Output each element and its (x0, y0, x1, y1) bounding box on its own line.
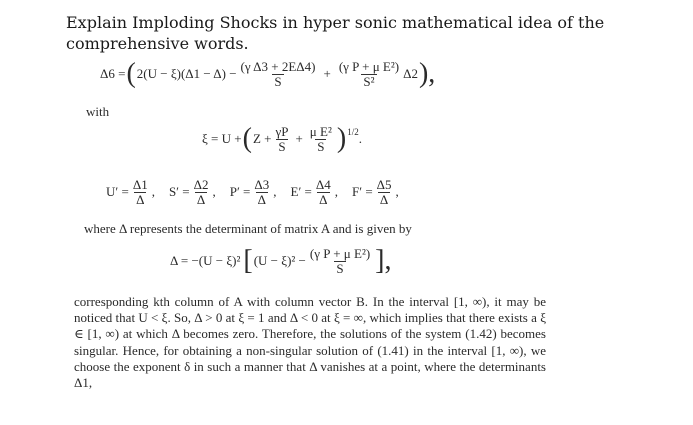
xi-fraction-1 (273, 125, 290, 154)
def-lhs: U′ = (106, 184, 129, 199)
def-fraction (192, 178, 211, 207)
def-item: F′ = $\frac{\Delta 5}{\Delta}$ , (352, 176, 399, 207)
question-title: Explain Imploding Shocks in hyper sonic mathematical idea of the comprehensive words. (66, 13, 605, 53)
xi-frac2-num: μ E² (309, 123, 332, 139)
eq6-trail: Δ2 (403, 66, 418, 81)
def-lhs: E′ = (290, 184, 312, 199)
def-num: Δ4 (315, 176, 331, 192)
def-lhs: F′ = (352, 184, 373, 199)
paren-open: ( (242, 123, 252, 154)
eq6-end: ), (418, 58, 436, 89)
def-fraction (314, 178, 333, 207)
def-num: Δ3 (254, 176, 270, 192)
delta-fraction (308, 247, 372, 276)
bracket-open: [ (243, 245, 253, 276)
def-den: Δ (136, 191, 145, 207)
def-fraction (375, 178, 394, 207)
equation-delta (170, 240, 393, 282)
delta-inner: (U − ξ)² − (253, 253, 306, 268)
xi-frac1-den: S (278, 138, 286, 154)
eq6-lhs: Δ6 = (100, 66, 126, 81)
paren-close: ) (336, 123, 347, 154)
eq6-fraction-1 (239, 60, 318, 89)
xi-lhs: ξ = U + (202, 131, 242, 146)
eq6-plus: + (323, 66, 331, 81)
def-num: Δ1 (132, 176, 148, 192)
def-item: U′ = $\frac{\Delta 1}{\Delta}$ , (106, 176, 155, 207)
def-lhs: S′ = (168, 184, 190, 199)
xi-frac2-den: S (317, 138, 325, 154)
xi-inner: Z + (252, 131, 272, 146)
body-paragraph (74, 294, 546, 391)
def-den: Δ (196, 191, 206, 207)
eq6-term1: 2(U − ξ)(Δ1 − Δ) − (136, 66, 237, 81)
def-num: Δ5 (376, 176, 392, 192)
equation-xi (202, 118, 362, 160)
with-label: with (86, 104, 110, 119)
def-den: Δ (319, 191, 328, 207)
where-text: where Δ represents the determinant of matrix A and is given by (84, 221, 412, 236)
def-num: Δ2 (193, 176, 209, 192)
eq6-frac1-den: S (274, 73, 282, 89)
equation-delta6 (100, 54, 436, 94)
delta-lhs: Δ = −(U − ξ)² (170, 253, 241, 268)
def-item: P′ = $\frac{\Delta 3}{\Delta}$ , (229, 176, 277, 207)
def-den: Δ (379, 191, 389, 207)
xi-frac1-num: γP (275, 123, 289, 139)
def-item: S′ = $\frac{\Delta 2}{\Delta}$ , (168, 176, 216, 207)
def-fraction (131, 178, 150, 207)
paragraph-text: corresponding kth column of A with column vector B. In the interval [1, ∞), it may be noticed that U < ξ. So, Δ > 0 at ξ = 1 and Δ < 0 at ξ = ∞, which implies that there exists a ξ ∈ [1, ∞) at which Δ becomes zero. Therefore, the solutions of the system (1.42) becomes singular. Hence, for obtaining a non-singular solution of (1.41) in the interval [1, ∞), we choose the exponent δ in such a manner that Δ vanishes at a point, where the determinants Δ1, (74, 294, 546, 391)
eq6-frac2-num: (γ P + μ E²) (338, 58, 400, 74)
xi-exponent: 1/2 (347, 127, 359, 137)
def-lhs: P′ = (229, 184, 251, 199)
def-fraction (252, 178, 271, 207)
eq6-frac1-num: (γ Δ3 + 2EΔ4) (240, 58, 316, 74)
def-den: Δ (257, 191, 267, 207)
paren-open: ( (126, 58, 136, 89)
xi-fraction-2 (308, 125, 334, 154)
delta-end: ], (375, 245, 392, 276)
delta-frac-num: (γ P + μ E²) (309, 245, 371, 261)
eq6-fraction-2 (337, 60, 401, 89)
def-item: E′ = $\frac{\Delta 4}{\Delta}$ , (290, 176, 339, 207)
equation-definitions (106, 174, 399, 210)
xi-end: . (358, 131, 362, 146)
delta-frac-den: S (336, 260, 344, 276)
eq6-frac2-den: S² (363, 73, 375, 89)
xi-plus: + (295, 131, 303, 146)
